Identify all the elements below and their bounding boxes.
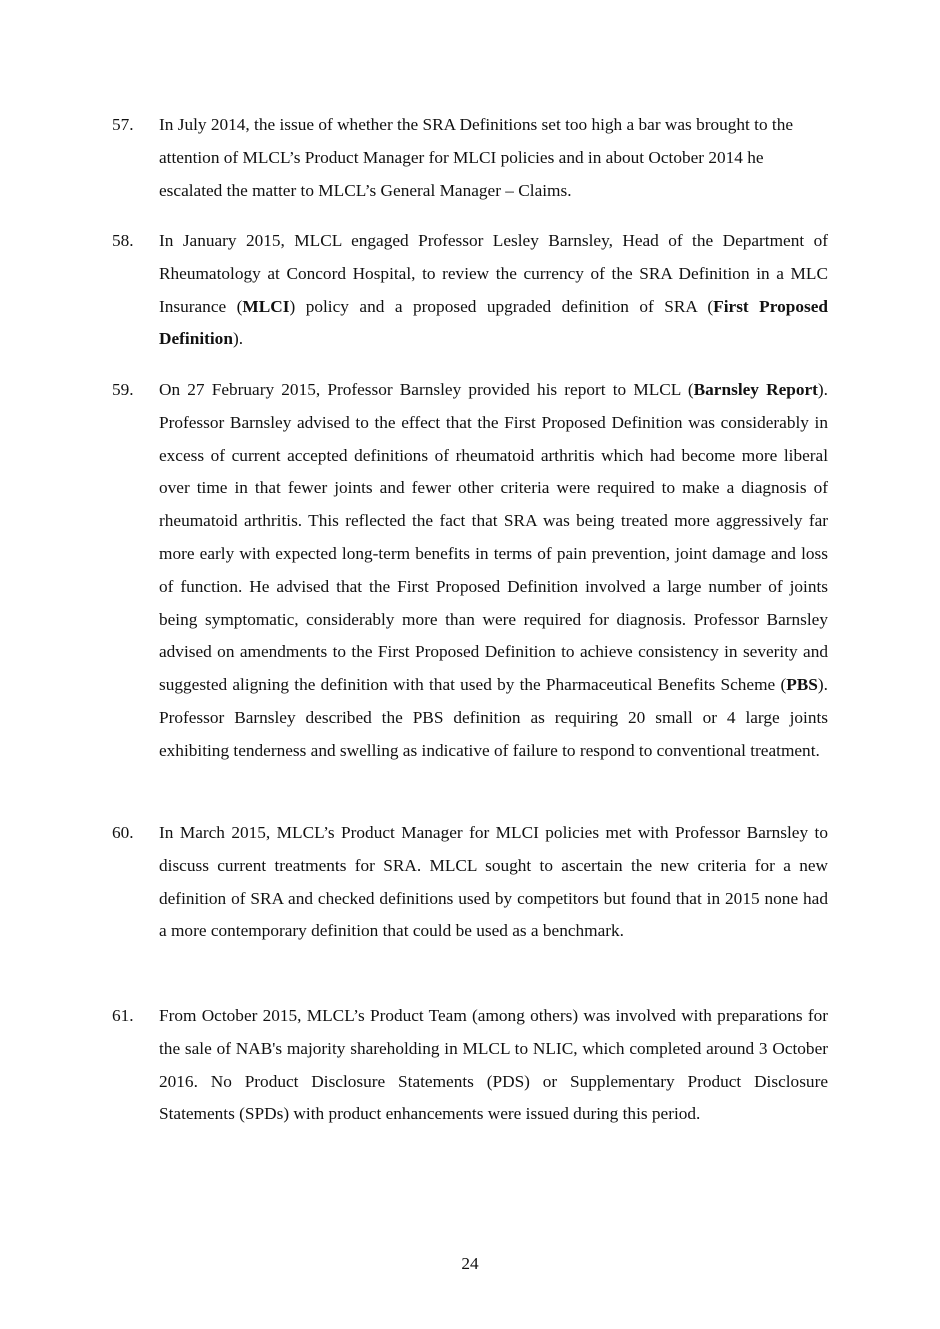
text-segment: ). Professor Barnsley described the PBS definition as requiring 20 small or 4 large joints exhibiting tenderness and swelling as indicative of failure to respond to conventional treatment. — [159, 675, 828, 760]
paragraph-text — [159, 225, 828, 356]
text-segment: On 27 February 2015, Professor Barnsley provided his report to MLCL ( — [159, 380, 694, 399]
text-segment: In January 2015, MLCL engaged Professor Lesley Barnsley, Head of the Department of Rheumatology at Concord Hospital, to review the currency of the SRA Definition in a MLC Insurance ( — [159, 231, 828, 316]
page-number: 24 — [461, 1254, 479, 1273]
paragraph-59 — [112, 374, 828, 768]
paragraph-text — [159, 374, 828, 768]
paragraph-text — [159, 109, 828, 207]
text-segment: ). Professor Barnsley advised to the effect that the First Proposed Definition was considerably in excess of current accepted definitions of rheumatoid arthritis which had become more liberal over time in that fewer joints and fewer other criteria were required to make a diagnosis of rheumatoid arthritis. This reflected the fact that SRA was being treated more aggressively far more early with expected long-term benefits in terms of pain prevention, joint damage and loss of function. He advised that the First Proposed Definition involved a large number of joints being symptomatic, considerably more than were required for diagnosis. Professor Barnsley advised on amendments to the First Proposed Definition to achieve consistency in severity and suggested aligning the definition with that used by the Pharmaceutical Benefits Scheme ( — [159, 380, 828, 695]
paragraph-number: 60. — [112, 823, 134, 842]
paragraph-60 — [112, 817, 828, 948]
paragraph-text — [159, 817, 828, 948]
paragraph-text — [159, 1000, 828, 1131]
paragraph-57 — [112, 109, 828, 207]
text-segment: ) policy and a proposed upgraded definition of SRA ( — [289, 296, 714, 316]
paragraph-61 — [112, 1000, 828, 1131]
defined-term-mlci: MLCI — [242, 296, 290, 316]
paragraph-58 — [112, 225, 828, 356]
text-segment: In July 2014, the issue of whether the SRA Definitions set too high a bar was brought to the attention of MLCL’s Product Manager for MLCI policies and in about October 2014 he escalated the matter to MLCL’s General Manager – Claims. — [159, 115, 794, 200]
text-segment: In March 2015, MLCL’s Product Manager for MLCI policies met with Professor Barnsley to discuss current treatments for SRA. MLCL sought to ascertain the new criteria for a new definition of SRA and checked definitions used by competitors but found that in 2015 none had a more contemporary definition that could be used as a benchmark. — [159, 823, 828, 941]
text-segment: ). — [232, 329, 244, 349]
defined-term-pbs: PBS — [786, 675, 818, 695]
defined-term-first-proposed-definition: First Proposed Definition — [159, 296, 828, 349]
paragraph-number: 58. — [112, 231, 134, 250]
paragraph-number: 57. — [112, 115, 134, 134]
defined-term-barnsley-report: Barnsley Report — [693, 380, 818, 399]
paragraph-number: 59. — [112, 380, 134, 399]
text-segment: From October 2015, MLCL’s Product Team (among others) was involved with preparations for the sale of NAB's majority shareholding in MLCL to NLIC, which completed around 3 October 2016. No Product Disclosure Statements (PDS) or Supplementary Product Disclosure Statements (SPDs) with product enhancements were issued during this period. — [159, 1006, 828, 1124]
paragraph-number: 61. — [112, 1006, 134, 1025]
